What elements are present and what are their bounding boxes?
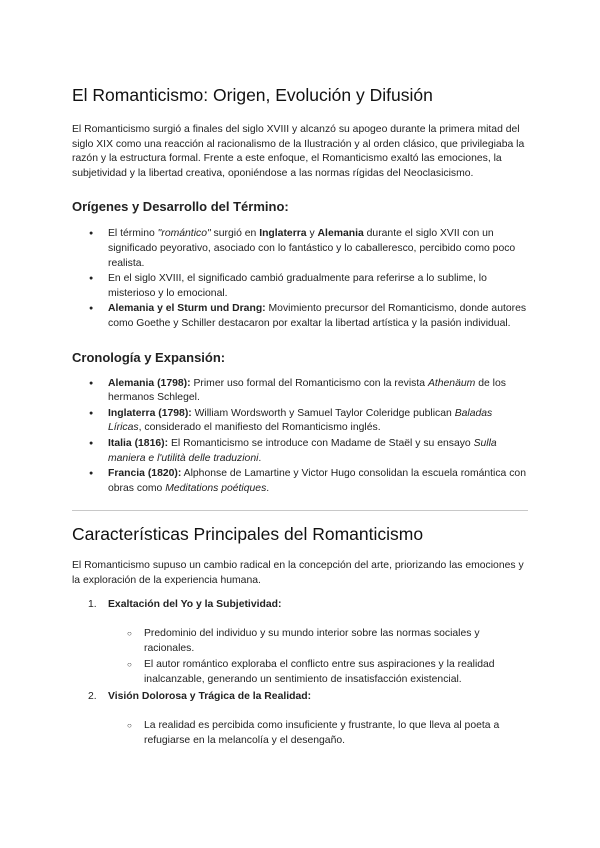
chronology-list — [72, 377, 528, 497]
document-title: El Romanticismo: Origen, Evolución y Difusión — [72, 85, 433, 105]
origins-heading: Orígenes y Desarrollo del Término: — [72, 199, 289, 215]
section-divider — [72, 510, 528, 511]
characteristics-list — [72, 598, 528, 748]
list-item — [72, 690, 528, 748]
list-item — [72, 598, 528, 687]
chronology-heading: Cronología y Expansión: — [72, 349, 226, 365]
numbered-heading: 2. Visión Dolorosa y Trágica de la Realidad: — [88, 691, 312, 703]
document-page — [72, 84, 528, 748]
list-item: ● En el siglo XVIII, el significado cambió gradualmente para referirse a lo sublime, lo misterioso y lo emocional. — [72, 272, 528, 301]
characteristics-heading: Características Principales del Romanticismo — [72, 524, 424, 545]
sub-list-item: ○ Predominio del individuo y su mundo interior sobre las normas sociales y racionales. — [72, 627, 528, 656]
sub-list — [72, 719, 528, 748]
numbered-heading: 1. Exaltación del Yo y la Subjetividad: — [88, 599, 282, 611]
sub-list-item: ○ El autor romántico exploraba el conflicto entre sus aspiraciones y la realidad inalcanzable, generando un sentimiento de insatisfacción existencial. — [72, 658, 528, 687]
sub-list — [72, 627, 528, 687]
sub-list-item: ○ La realidad es percibida como insuficiente y frustrante, lo que lleva al poeta a refugiarse en la melancolía y el desengaño. — [72, 719, 528, 748]
list-item: ● Alemania y el Sturm und Drang: Movimiento precursor del Romanticismo, donde autores como Goethe y Schiller destacaron por exaltar la libertad artística y la pasión individual. — [72, 302, 528, 331]
characteristics-intro: El Romanticismo supuso un cambio radical en la concepción del arte, priorizando las emociones y la exploración de la experiencia humana. — [72, 560, 524, 586]
list-item: ● Alemania (1798): Primer uso formal del Romanticismo con la revista Athenäum de los hermanos Schlegel. — [72, 377, 528, 406]
list-item: ● Francia (1820): Alphonse de Lamartine y Victor Hugo consolidan la escuela romántica con obras como Meditations poétiques. — [72, 467, 528, 496]
list-item: ● El término "romántico" surgió en Inglaterra y Alemania durante el siglo XVII con un significado peyorativo, asociado con lo fantástico y lo caballeresco, percibido como poco realista. — [72, 227, 528, 271]
list-item: ● Inglaterra (1798): William Wordsworth y Samuel Taylor Coleridge publican Baladas Líricas, considerado el manifiesto del Romanticismo inglés. — [72, 407, 528, 436]
list-item: ● Italia (1816): El Romanticismo se introduce con Madame de Staël y su ensayo Sulla maniera e l'utilità delle traduzioni. — [72, 437, 528, 466]
intro-paragraph: El Romanticismo surgió a finales del siglo XVIII y alcanzó su apogeo durante la primera mitad del siglo XIX como una reacción al racionalismo de la Ilustración y al orden clásico, que privilegiaba la razón y la estructura formal. Frente a este enfoque, el Romanticismo exaltó las emociones, la subjetividad y la libertad creativa, oponiéndose a las normas rígidas del Neoclasicismo. — [72, 124, 525, 179]
origins-list — [72, 227, 528, 331]
